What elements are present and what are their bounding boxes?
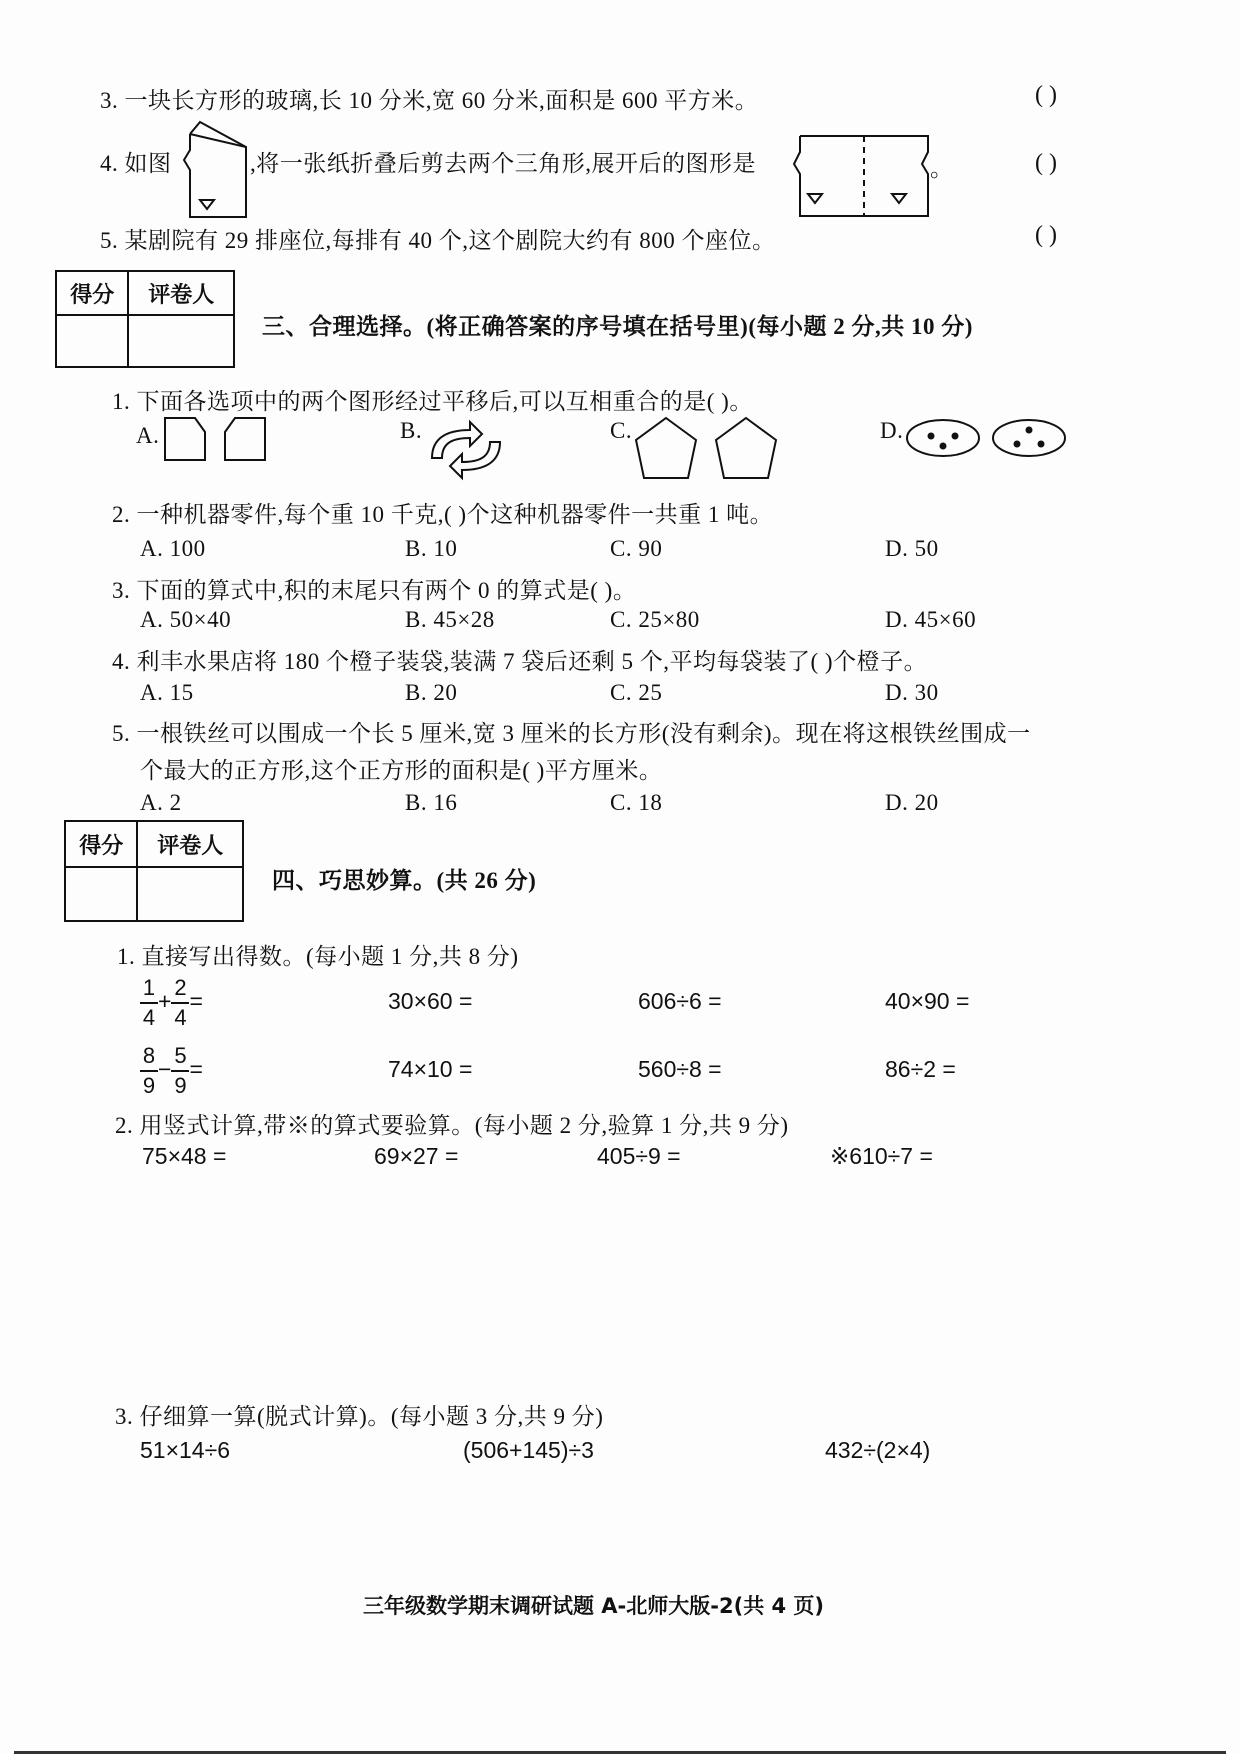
equals: =: [189, 1056, 203, 1083]
denominator: 9: [174, 1073, 187, 1098]
work-area-vertical-calc[interactable]: [120, 1180, 1120, 1380]
score-header: 得分: [56, 271, 128, 315]
equals: =: [189, 988, 203, 1015]
numerator: 5: [174, 1043, 187, 1068]
vertical-calc-item: 69×27 =: [374, 1143, 459, 1169]
option-c-label[interactable]: C.: [610, 418, 633, 443]
option-b[interactable]: B. 10: [405, 536, 458, 561]
item-number: 5.: [100, 228, 119, 253]
stepwise-calc-item: 51×14÷6: [140, 1437, 231, 1463]
vertical-calc-item: ※610÷7 =: [830, 1143, 933, 1169]
score-table-section3: [55, 270, 235, 368]
mirrored-shapes-icon: [165, 418, 305, 460]
vertical-calc-item: 405÷9 =: [597, 1143, 681, 1169]
mental-math-item: 74×10 =: [388, 1056, 473, 1082]
score-cell[interactable]: [56, 315, 128, 367]
fraction: [140, 976, 158, 1030]
stepwise-calc-item: (506+145)÷3: [463, 1437, 594, 1463]
option-d[interactable]: D. 20: [885, 790, 939, 815]
answer-blank[interactable]: ( ): [1035, 82, 1057, 108]
option-d[interactable]: D. 30: [885, 680, 939, 705]
grader-cell[interactable]: [137, 867, 243, 921]
vertical-calc-item: 75×48 =: [142, 1143, 227, 1169]
fraction: [140, 1044, 158, 1098]
denominator: 4: [142, 1005, 156, 1030]
mental-math-item: 86÷2 =: [885, 1056, 956, 1082]
option-c[interactable]: C. 18: [610, 790, 663, 815]
denominator: 9: [142, 1073, 156, 1098]
mental-math-item: 40×90 =: [885, 988, 970, 1014]
score-header: 得分: [65, 821, 137, 867]
choice-q5-stem: 5. 一根铁丝可以围成一个长 5 厘米,宽 3 厘米的长方形(没有剩余)。现在将这根铁丝围成一: [112, 721, 1031, 746]
answer-blank[interactable]: ( ): [1035, 222, 1057, 248]
judge-item-4-prefix: [100, 145, 172, 178]
option-d-label[interactable]: D.: [880, 418, 904, 443]
grader-cell[interactable]: [128, 315, 234, 367]
mental-math-item: 606÷6 =: [638, 988, 722, 1014]
item-number: 3.: [100, 88, 119, 113]
option-a-label[interactable]: A.: [136, 423, 160, 448]
mental-math-item: 30×60 =: [388, 988, 473, 1014]
choice-q1-stem: 1. 下面各选项中的两个图形经过平移后,可以互相重合的是( )。: [112, 389, 753, 414]
numerator: 8: [142, 1043, 156, 1068]
item-text: 某剧院有 29 排座位,每排有 40 个,这个剧院大约有 800 个座位。: [124, 228, 776, 253]
choice-q2-stem: 2. 一种机器零件,每个重 10 千克,( )个这种机器零件一共重 1 吨。: [112, 502, 774, 527]
option-a[interactable]: A. 15: [140, 680, 194, 705]
option-b-label[interactable]: B.: [400, 418, 423, 443]
option-a[interactable]: A. 2: [140, 790, 182, 815]
circular-arrows-icon: [428, 418, 508, 480]
folded-paper-figure: [188, 122, 248, 218]
unfolded-paper-figure: [800, 136, 930, 216]
pentagons-icon: [636, 418, 786, 480]
item-text: 一块长方形的玻璃,长 10 分米,宽 60 分米,面积是 600 平方米。: [124, 88, 759, 113]
fraction: [171, 976, 189, 1030]
work-area-stepwise-calc[interactable]: [120, 1475, 1120, 1585]
option-c[interactable]: C. 25: [610, 680, 663, 705]
choice-q5-stem-cont: 个最大的正方形,这个正方形的面积是( )平方厘米。: [140, 758, 663, 783]
judge-item-4-text: ,将一张纸折叠后剪去两个三角形,展开后的图形是: [250, 151, 756, 176]
fraction-expression-2: [140, 1044, 203, 1098]
option-c[interactable]: C. 90: [610, 536, 663, 561]
section3-title: 三、合理选择。(将正确答案的序号填在括号里)(每小题 2 分,共 10 分): [262, 314, 973, 339]
fraction: [171, 1044, 189, 1098]
option-c[interactable]: C. 25×80: [610, 607, 700, 632]
part1-title: 1. 直接写出得数。(每小题 1 分,共 8 分): [117, 944, 519, 969]
grader-header: 评卷人: [137, 821, 243, 867]
answer-blank[interactable]: ( ): [1035, 150, 1057, 176]
page-footer: 三年级数学期末调研试题 A-北师大版-2(共 4 页): [363, 1594, 825, 1618]
fraction-expression-1: [140, 976, 203, 1030]
option-a[interactable]: A. 100: [140, 536, 206, 561]
judge-item-5: [100, 222, 776, 255]
item-number: 4.: [100, 151, 119, 176]
option-b[interactable]: B. 20: [405, 680, 458, 705]
choice-q4-stem: 4. 利丰水果店将 180 个橙子装袋,装满 7 袋后还剩 5 个,平均每袋装了( )个橙子。: [112, 649, 928, 674]
part3-title: 3. 仔细算一算(脱式计算)。(每小题 3 分,共 9 分): [115, 1404, 604, 1429]
numerator: 1: [142, 975, 156, 1000]
score-table-section4: [64, 820, 244, 922]
part2-title: 2. 用竖式计算,带※的算式要验算。(每小题 2 分,验算 1 分,共 9 分): [115, 1113, 789, 1138]
option-a[interactable]: A. 50×40: [140, 607, 232, 632]
operator: −: [158, 1056, 172, 1083]
item-text: 如图: [124, 151, 172, 176]
section4-title: 四、巧思妙算。(共 26 分): [272, 868, 537, 893]
choice-q3-stem: 3. 下面的算式中,积的末尾只有两个 0 的算式是( )。: [112, 578, 637, 603]
score-cell[interactable]: [65, 867, 137, 921]
denominator: 4: [174, 1005, 187, 1030]
mental-math-item: 560÷8 =: [638, 1056, 722, 1082]
option-b[interactable]: B. 45×28: [405, 607, 495, 632]
judge-item-3: [100, 82, 758, 115]
option-b[interactable]: B. 16: [405, 790, 458, 815]
operator: +: [158, 988, 172, 1015]
ovals-with-dots-icon: [905, 418, 1075, 458]
option-d[interactable]: D. 50: [885, 536, 939, 561]
stepwise-calc-item: 432÷(2×4): [825, 1437, 931, 1463]
judge-item-4-end: 。: [930, 156, 954, 181]
numerator: 2: [174, 975, 187, 1000]
grader-header: 评卷人: [128, 271, 234, 315]
option-d[interactable]: D. 45×60: [885, 607, 977, 632]
